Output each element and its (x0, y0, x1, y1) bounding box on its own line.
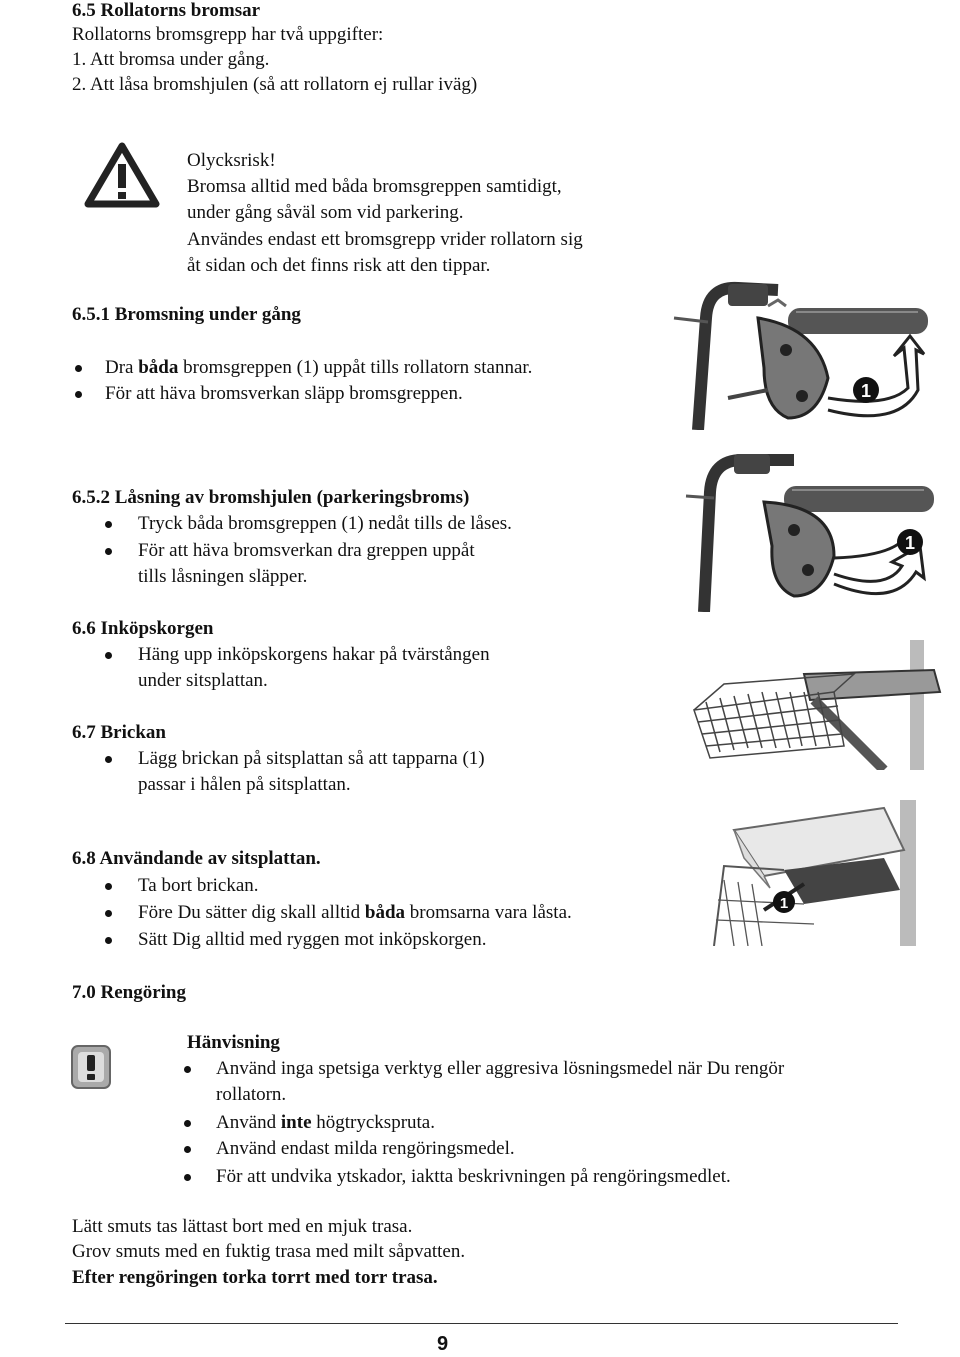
bullet (75, 365, 82, 372)
callout-label: 1 (779, 895, 789, 912)
tray-on-seat-illustration (704, 800, 920, 946)
section-title-6-5: 6.5 Rollatorns bromsar (72, 0, 261, 21)
bullet-text: under sitsplattan. (138, 670, 268, 691)
bullet-text: Använd inga spetsiga verktyg eller aggresiva lösningsmedel när Du rengör (216, 1058, 785, 1079)
list-item: 2. Att låsa bromshjulen (så att rollatorn ej rullar iväg) (72, 74, 478, 95)
bullet-text: För att häva bromsverkan dra greppen uppåt (138, 540, 475, 561)
warning-triangle-icon (84, 142, 160, 208)
closing-text: Grov smuts med en fuktig trasa med milt såpvatten. (72, 1241, 466, 1262)
bullet (105, 937, 112, 944)
bullet-text: Använd endast milda rengöringsmedel. (216, 1138, 515, 1159)
bullet (75, 391, 82, 398)
page-number: 9 (437, 1333, 449, 1355)
bullet (105, 756, 112, 763)
list-item: 1. Att bromsa under gång. (72, 49, 270, 70)
footer-divider (65, 1323, 898, 1324)
bullet-text: passar i hålen på sitsplattan. (138, 774, 351, 795)
bullet (184, 1146, 191, 1153)
callout-label: 1 (904, 533, 916, 553)
section-title-6-5-2: 6.5.2 Låsning av bromshjulen (parkeringsbroms) (72, 487, 470, 508)
bullet-text: tills låsningen släpper. (138, 566, 308, 587)
closing-text-bold: Efter rengöringen torka torrt med torr trasa. (72, 1267, 438, 1288)
bullet (105, 883, 112, 890)
bullet-text: För att undvika ytskador, iaktta beskrivningen på rengöringsmedlet. (216, 1166, 731, 1187)
note-heading: Hänvisning (187, 1032, 280, 1053)
bullet-text: Använd inte högtryckspruta. (216, 1112, 435, 1133)
bullet-text: Häng upp inköpskorgens hakar på tvärstången (138, 644, 490, 665)
bullet-text: Tryck båda bromsgreppen (1) nedåt tills de låses. (138, 513, 512, 534)
section-title-7-0: 7.0 Rengöring (72, 982, 186, 1003)
section-title-6-6: 6.6 Inköpskorgen (72, 618, 214, 639)
bullet-text: Sätt Dig alltid med ryggen mot inköpskorgen. (138, 929, 487, 950)
section-title-6-5-1: 6.5.1 Bromsning under gång (72, 304, 301, 325)
bullet-text: Lägg brickan på sitsplattan så att tapparna (1) (138, 748, 485, 769)
bullet (105, 521, 112, 528)
brake-lever-down-illustration (684, 446, 946, 612)
bullet-text: rollatorn. (216, 1084, 287, 1105)
closing-text: Lätt smuts tas lättast bort med en mjuk trasa. (72, 1216, 413, 1237)
intro-text: Rollatorns bromsgrepp har två uppgifter: (72, 24, 384, 45)
section-title-6-8: 6.8 Användande av sitsplattan. (72, 848, 321, 869)
bullet (184, 1174, 191, 1181)
bullet (184, 1120, 191, 1127)
bullet (105, 548, 112, 555)
warning-text: under gång såväl som vid parkering. (187, 202, 464, 223)
warning-text: åt sidan och det finns risk att den tippar. (187, 255, 491, 276)
bullet-text: Dra båda bromsgreppen (1) uppåt tills rollatorn stannar. (105, 357, 533, 378)
notice-icon (70, 1044, 112, 1090)
warning-text: Användes endast ett bromsgrepp vrider rollatorn sig (187, 229, 583, 250)
bullet-text: Före Du sätter dig skall alltid båda bromsarna vara låsta. (138, 902, 572, 923)
warning-text: Bromsa alltid med båda bromsgreppen samtidigt, (187, 176, 562, 197)
shopping-basket-illustration (684, 640, 946, 770)
brake-lever-up-illustration (668, 278, 950, 430)
bullet (184, 1066, 191, 1073)
bullet-text: Ta bort brickan. (138, 875, 259, 896)
warning-heading: Olycksrisk! (187, 150, 276, 171)
callout-label: 1 (860, 381, 872, 401)
section-title-6-7: 6.7 Brickan (72, 722, 166, 743)
bullet (105, 652, 112, 659)
bullet (105, 910, 112, 917)
bullet-text: För att häva bromsverkan släpp bromsgreppen. (105, 383, 463, 404)
